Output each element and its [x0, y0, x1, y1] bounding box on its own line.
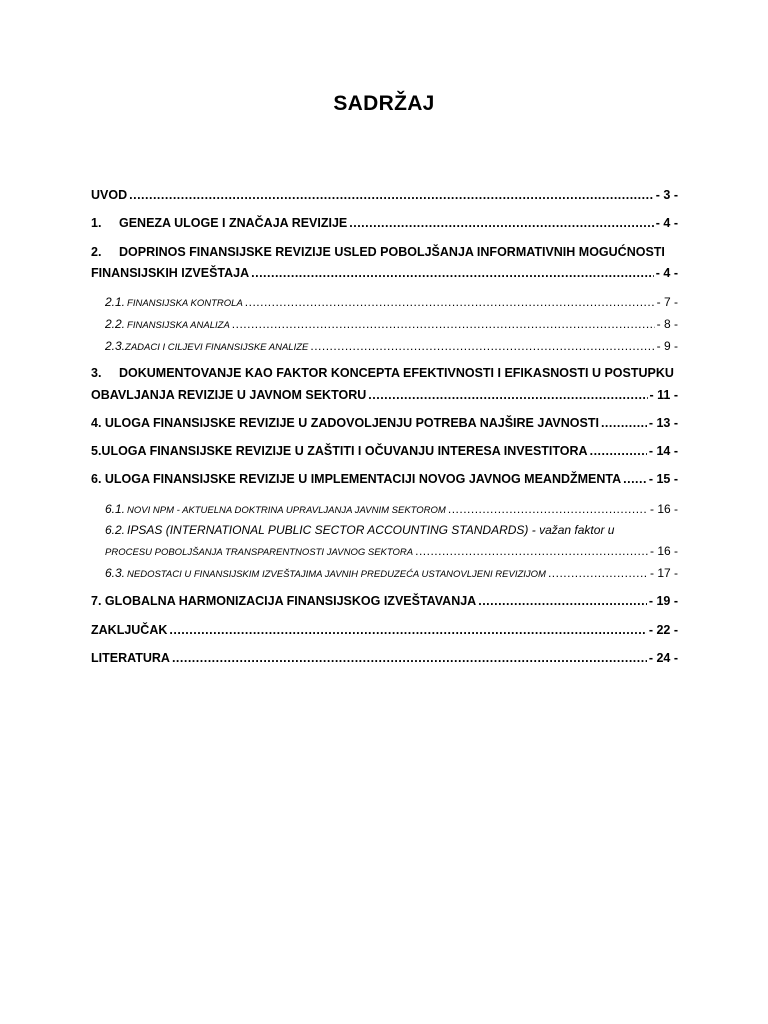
- toc-page-number: - 22 -: [648, 623, 678, 637]
- toc-entry-label: DOKUMENTOVANJE KAO FAKTOR KONCEPTA EFEKTIVNOSTI I EFIKASNOSTI U POSTUPKU: [119, 366, 674, 380]
- toc-page-number: - 7 -: [656, 295, 678, 309]
- toc-page-number: - 16 -: [649, 544, 678, 558]
- toc-entry-number: 2.1.: [105, 295, 126, 309]
- leader-dots: [129, 185, 654, 205]
- toc-page-number: - 24 -: [648, 651, 678, 665]
- leader-dots: [548, 563, 648, 583]
- toc-entry-number: 6.2.: [105, 523, 126, 537]
- toc-entry-label-continued: PROCESU POBOLJŠANJA TRANSPARENTNOSTI JAVNOG SEKTORA: [105, 547, 414, 558]
- toc-page-number: - 19 -: [648, 594, 678, 608]
- leader-dots: [368, 385, 647, 405]
- toc-entry-4[interactable]: [91, 413, 678, 433]
- leader-dots: [623, 469, 647, 489]
- toc-entry-5[interactable]: [91, 441, 678, 461]
- leader-dots: [478, 591, 647, 611]
- toc-page-number: - 9 -: [656, 339, 678, 353]
- toc-entry-label: 7. GLOBALNA HARMONIZACIJA FINANSIJSKOG IZVEŠTAVANJA: [91, 594, 477, 608]
- toc-page-number: - 4 -: [655, 216, 678, 230]
- toc-entry-label: 5.ULOGA FINANSIJSKE REVIZIJE U ZAŠTITI I OČUVANJU INTERESA INVESTITORA: [91, 444, 588, 458]
- toc-entry-1[interactable]: [91, 213, 678, 233]
- toc-entry-literatura[interactable]: [91, 648, 678, 668]
- toc-entry-label: DOPRINOS FINANSIJSKE REVIZIJE USLED POBOLJŠANJA INFORMATIVNIH MOGUĆNOSTI: [119, 245, 665, 259]
- toc-page-number: - 4 -: [655, 266, 678, 280]
- toc-entry-7[interactable]: [91, 591, 678, 611]
- toc-entry-6[interactable]: [91, 469, 678, 489]
- toc-entry-number: 2.3.: [105, 339, 126, 353]
- toc-entry-label: GENEZA ULOGE I ZNAČAJA REVIZIJE: [119, 216, 348, 230]
- leader-dots: [232, 314, 655, 334]
- toc-entry-number: 1.: [91, 216, 102, 230]
- toc-entry-label: FINANSIJSKA ANALIZA: [127, 320, 230, 331]
- leader-dots: [310, 336, 654, 356]
- toc-entry-3-line1[interactable]: [91, 363, 674, 383]
- toc-entry-label: FINANSIJSKA KONTROLA: [127, 298, 243, 309]
- toc-entry-2-1[interactable]: [105, 292, 678, 312]
- toc-page-number: - 17 -: [649, 566, 678, 580]
- leader-dots: [590, 441, 647, 461]
- leader-dots: [251, 263, 654, 283]
- toc-entry-6-2-line2[interactable]: [105, 541, 678, 561]
- toc-entry-zakljucak[interactable]: [91, 620, 678, 640]
- toc-entry-label: NEDOSTACI U FINANSIJSKIM IZVEŠTAJIMA JAVNIH PREDUZEĆA USTANOVLJENI REVIZIJOM: [127, 569, 546, 580]
- toc-page-number: - 3 -: [655, 188, 678, 202]
- toc-entry-label: LITERATURA: [91, 651, 170, 665]
- toc-page-number: - 16 -: [649, 502, 678, 516]
- toc-entry-number: 2.2.: [105, 317, 126, 331]
- leader-dots: [245, 292, 655, 312]
- toc-entry-2-3[interactable]: [105, 336, 678, 356]
- leader-dots: [172, 648, 647, 668]
- page-title: SADRŽAJ: [333, 92, 435, 115]
- toc-entry-2-2[interactable]: [105, 314, 678, 334]
- toc-entry-label: IPSAS (INTERNATIONAL PUBLIC SECTOR ACCOUNTING STANDARDS) - važan faktor u: [127, 523, 615, 537]
- toc-entry-6-1[interactable]: [105, 499, 678, 519]
- toc-entry-number: 6.1.: [105, 502, 126, 516]
- toc-page-number: - 14 -: [648, 444, 678, 458]
- toc-entry-label: ZAKLJUČAK: [91, 623, 168, 637]
- toc-page-number: - 15 -: [648, 472, 678, 486]
- toc-entry-label: 6. ULOGA FINANSIJSKE REVIZIJE U IMPLEMENTACIJI NOVOG JAVNOG MEANDŽMENTA: [91, 472, 622, 486]
- leader-dots: [601, 413, 647, 433]
- toc-entry-2-line1[interactable]: [91, 242, 665, 262]
- toc-entry-3-line2[interactable]: [91, 385, 678, 405]
- toc-entry-label: 4. ULOGA FINANSIJSKE REVIZIJE U ZADOVOLJENJU POTREBA NAJŠIRE JAVNOSTI: [91, 416, 599, 430]
- toc-entry-label-continued: OBAVLJANJA REVIZIJE U JAVNOM SEKTORU: [91, 388, 367, 402]
- toc-entry-label: ZADACI I CILJEVI FINANSIJSKE ANALIZE: [125, 342, 309, 353]
- toc-entry-number: 6.3.: [105, 566, 126, 580]
- leader-dots: [349, 213, 654, 233]
- toc-page-number: - 13 -: [648, 416, 678, 430]
- toc-entry-uvod[interactable]: [91, 185, 678, 205]
- toc-page-number: - 8 -: [656, 317, 678, 331]
- toc-entry-label: UVOD: [91, 188, 128, 202]
- toc-entry-2-line2[interactable]: [91, 263, 678, 283]
- toc-entry-6-3[interactable]: [105, 563, 678, 583]
- toc-entry-6-2-line1[interactable]: [105, 520, 614, 540]
- toc-entry-label-continued: FINANSIJSKIH IZVEŠTAJA: [91, 266, 250, 280]
- leader-dots: [415, 541, 648, 561]
- toc-entry-number: 2.: [91, 245, 102, 259]
- toc-entry-number: 3.: [91, 366, 102, 380]
- toc-entry-label: NOVI NPM - AKTUELNA DOKTRINA UPRAVLJANJA JAVNIM SEKTOROM: [127, 505, 446, 516]
- leader-dots: [169, 620, 646, 640]
- leader-dots: [448, 499, 648, 519]
- toc-page-number: - 11 -: [649, 388, 678, 402]
